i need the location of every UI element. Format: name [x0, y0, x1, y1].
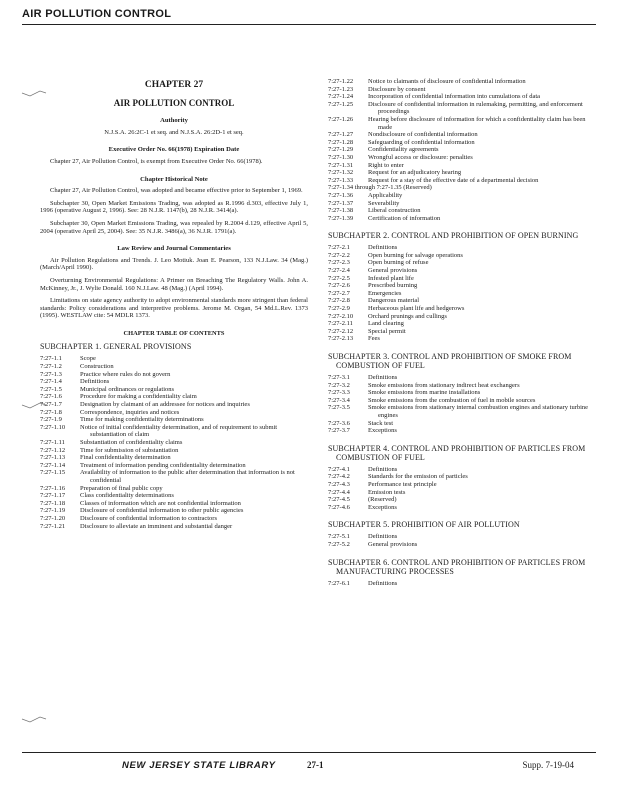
- toc-entry: [328, 282, 590, 290]
- toc-section-number: 7:27-1.16: [40, 484, 66, 492]
- toc-section-title: General provisions: [368, 540, 418, 548]
- toc-section-number: 7:27-1.21: [40, 522, 66, 530]
- toc-entry: [328, 382, 590, 390]
- toc-entry: [328, 404, 590, 419]
- toc-section-number: 7:27-2.10: [328, 312, 354, 320]
- toc-section-title: Designation by claimant of an addressee for notices and inquiries: [80, 401, 250, 409]
- toc-entry: [328, 496, 590, 504]
- toc-section-number: 7:27-1.14: [40, 461, 66, 469]
- toc-entry: [328, 116, 590, 131]
- toc-entry: [40, 386, 308, 394]
- toc-entry: [328, 78, 590, 86]
- toc-section-title: Preparation of final public copy: [80, 484, 163, 492]
- toc-entry: [40, 416, 308, 424]
- toc-entry: [328, 580, 590, 588]
- toc-section-title: Herbaceous plant life and hedgerows: [368, 305, 465, 313]
- toc-section-number: 7:27-3.2: [328, 381, 350, 389]
- subchapter-1-list: [40, 355, 308, 530]
- subchapter-6-title: SUBCHAPTER 6. CONTROL AND PROHIBITION OF PARTICLES FROM MANUFACTURING PROCESSES: [328, 557, 586, 576]
- toc-section-number: 7:27-1.12: [40, 446, 66, 454]
- toc-entry: [328, 275, 590, 283]
- toc-section-number: 7:27-1.32: [328, 169, 354, 177]
- subchapter-1-list-continued: [328, 78, 590, 184]
- toc-section-title: Correspondence, inquiries and notices: [80, 408, 180, 416]
- toc-section-title: Final confidentiality determination: [80, 454, 171, 462]
- toc-entry: [328, 207, 590, 215]
- toc-section-number: 7:27-2.1: [328, 244, 350, 252]
- toc-section-number: 7:27-2.5: [328, 274, 350, 282]
- supplement-date: Supp. 7-19-04: [522, 760, 574, 770]
- toc-section-title: Standards for the emission of particles: [368, 473, 468, 481]
- toc-section-title: Treatment of information pending confidentiality determination: [80, 461, 246, 469]
- toc-entry: [328, 162, 590, 170]
- left-column: [40, 80, 308, 530]
- toc-entry: [328, 504, 590, 512]
- toc-section-title: Scope: [80, 355, 96, 363]
- toc-section-title: (Reserved): [368, 496, 397, 504]
- toc-entry: [328, 466, 590, 474]
- toc-section-number: 7:27-1.4: [40, 378, 62, 386]
- toc-section-title: Availability of information to the public after determination that information is not confidential: [80, 469, 295, 484]
- toc-entry: [328, 489, 590, 497]
- toc-section-number: 7:27-1.10: [40, 423, 66, 431]
- toc-section-title: Severability: [368, 199, 400, 207]
- law-review-entry: Overturning Environmental Regulations: A Primer on Breaching The Regulatory Walls. John A. McKinney, Jr., J. Wylie Donald. 160 N.J.Law. 48 (Mag.) (April 1994).: [40, 276, 308, 292]
- toc-section-title: Fees: [368, 335, 380, 343]
- law-review-entry: Limitations on state agency authority to adopt environmental standards more stringent than federal standards: Policy considerations and interpretive problems. Jerome M. Organ, 54 Md.L.Rev. 1373 (1995). WESTLAW cite: 54 MDLR 1373.: [40, 297, 308, 320]
- chapter-number: CHAPTER 27: [144, 80, 204, 90]
- toc-entry: [328, 305, 590, 313]
- toc-section-number: 7:27-1.11: [40, 439, 65, 446]
- toc-section-number: 7:27-2.7: [328, 289, 350, 297]
- toc-section-title: Substantiation of confidentiality claims: [80, 439, 183, 446]
- toc-section-number: 7:27-4.2: [328, 473, 350, 481]
- history-note: Subchapter 30, Open Market Emissions Trading, was repealed by R.2004 d.129, effective April 5, 2004 (operative April 25, 2004). See: 35 N.J.R. 3486(a), 36 N.J.R. 1791(a).: [40, 219, 308, 235]
- toc-entry: [328, 397, 590, 405]
- toc-section-title: Disclosure by consent: [368, 85, 426, 93]
- toc-section-title: Smoke emissions from marine installations: [368, 389, 481, 397]
- toc-entry: [328, 481, 590, 489]
- page-footer: [22, 760, 596, 774]
- chapter-title: AIR POLLUTION CONTROL: [113, 97, 235, 108]
- toc-entry: [328, 192, 590, 200]
- toc-section-number: 7:27-1.24: [328, 93, 354, 101]
- toc-section-number: 7:27-1.8: [40, 408, 62, 416]
- toc-entry: [328, 169, 590, 177]
- toc-heading: CHAPTER TABLE OF CONTENTS: [123, 329, 225, 337]
- toc-section-title: Construction: [80, 363, 114, 371]
- toc-section-number: 7:27-2.12: [328, 327, 354, 335]
- toc-section-number: 7:27-4.3: [328, 480, 350, 488]
- toc-entry: [328, 139, 590, 147]
- toc-section-title: Emission tests: [368, 488, 406, 496]
- toc-section-number: 7:27-2.4: [328, 267, 350, 275]
- toc-section-number: 7:27-1.5: [40, 385, 62, 393]
- toc-section-number: 7:27-1.13: [40, 454, 66, 462]
- toc-section-title: Definitions: [368, 465, 398, 473]
- toc-entry: [328, 101, 590, 116]
- toc-section-number: 7:27-6.1: [328, 579, 350, 587]
- toc-section-number: 7:27-1.27: [328, 131, 354, 139]
- toc-entry: [40, 371, 308, 379]
- toc-section-title: Right to enter: [368, 161, 404, 169]
- toc-entry: [328, 146, 590, 154]
- authority-heading: Authority: [160, 117, 188, 125]
- toc-entry: [328, 177, 590, 185]
- toc-entry: [40, 462, 308, 470]
- toc-entry: [40, 378, 308, 386]
- toc-section-number: 7:27-1.23: [328, 85, 354, 93]
- toc-section-title: Disclosure of confidential information to other public agencies: [80, 507, 244, 515]
- library-stamp: NEW JERSEY STATE LIBRARY: [122, 760, 276, 771]
- toc-entry: [40, 393, 308, 401]
- toc-entry: [328, 473, 590, 481]
- toc-section-title: Stack test: [368, 419, 394, 427]
- law-review-heading: Law Review and Journal Commentaries: [117, 245, 231, 253]
- toc-entry: [40, 401, 308, 409]
- toc-section-number: 7:27-1.38: [328, 207, 354, 215]
- toc-section-title: Request for a stay of the effective date of a departmental decision: [368, 176, 539, 184]
- history-note: Subchapter 30, Open Market Emissions Trading, was adopted as R.1996 d.303, effective July 1, 1996 (operative August 2, 1996). See: 28 N.J.R. 1147(b), 28 N.J.R. 3414(a).: [40, 199, 308, 215]
- toc-section-title: Time for submission of substantiation: [80, 446, 179, 454]
- eo-text: Chapter 27, Air Pollution Control, is exempt from Executive Order No. 66(1978).: [50, 157, 263, 165]
- toc-section-title: Hearing before disclosure of information for which a confidentiality claim has been made: [368, 115, 586, 131]
- toc-section-number: 7:27-4.6: [328, 503, 350, 511]
- authority-text: N.J.S.A. 26:2C-1 et seq. and N.J.S.A. 26:2D-1 et seq.: [104, 128, 244, 136]
- toc-section-number: 7:27-1.25: [328, 100, 354, 108]
- toc-entry: [328, 290, 590, 298]
- page-number: 27-1: [307, 760, 324, 770]
- toc-entry: [328, 93, 590, 101]
- footer-rule: [22, 752, 596, 753]
- toc-entry: [40, 500, 308, 508]
- toc-entry: [328, 533, 590, 541]
- toc-section-number: 7:27-1.22: [328, 78, 354, 85]
- toc-section-number: 7:27-1.37: [328, 199, 354, 207]
- toc-entry: [328, 328, 590, 336]
- toc-section-number: 7:27-1.2: [40, 363, 62, 371]
- toc-section-title: Request for an adjudicatory hearing: [368, 169, 462, 177]
- toc-entry: [328, 335, 590, 343]
- toc-section-number: 7:27-3.3: [328, 389, 350, 397]
- toc-section-number: 7:27-4.1: [328, 465, 350, 473]
- toc-section-number: 7:27-4.5: [328, 496, 350, 504]
- toc-section-number: 7:27-1.6: [40, 393, 62, 401]
- toc-entry: [328, 427, 590, 435]
- toc-entry: [328, 374, 590, 382]
- toc-section-title: Wrongful access or disclosure: penalties: [368, 153, 473, 161]
- toc-section-number: 7:27-1.7: [40, 401, 62, 409]
- toc-entry: [40, 363, 308, 371]
- right-column: [328, 78, 590, 587]
- toc-section-number: 7:27-5.1: [328, 533, 350, 541]
- subchapter-6-list: [328, 580, 590, 588]
- toc-section-title: Land clearing: [368, 320, 404, 328]
- toc-section-title: Confidentiality agreements: [368, 146, 439, 154]
- toc-entry: [40, 447, 308, 455]
- toc-section-title: Orchard prunings and cullings: [368, 312, 447, 320]
- toc-section-number: 7:27-2.6: [328, 282, 350, 290]
- toc-section-number: 7:27-2.2: [328, 251, 350, 259]
- subchapter-3-list: [328, 374, 590, 435]
- toc-section-number: 7:27-1.36: [328, 191, 354, 199]
- toc-entry: [328, 420, 590, 428]
- toc-section-title: Exceptions: [368, 503, 397, 511]
- toc-section-number: 7:27-3.7: [328, 427, 350, 435]
- toc-section-number: 7:27-2.11: [328, 320, 353, 328]
- toc-section-number: 7:27-3.5: [328, 404, 350, 412]
- toc-entry: [328, 297, 590, 305]
- toc-entry: [328, 86, 590, 94]
- toc-section-title: Infested plant life: [368, 274, 414, 282]
- toc-section-number: 7:27-1.19: [40, 507, 66, 515]
- toc-section-title: Applicability: [368, 191, 403, 199]
- toc-section-title: Definitions: [368, 244, 398, 252]
- toc-section-title: Definitions: [368, 533, 398, 541]
- toc-entry: [40, 424, 308, 439]
- toc-section-number: 7:27-2.9: [328, 305, 350, 313]
- toc-section-number: 7:27-1.28: [328, 138, 354, 146]
- toc-section-number: 7:27-2.8: [328, 297, 350, 305]
- toc-section-number: 7:27-4.4: [328, 488, 350, 496]
- subchapter-1-list-end: [328, 192, 590, 222]
- toc-section-number: 7:27-3.1: [328, 374, 350, 381]
- toc-section-title: Municipal ordinances or regulations: [80, 385, 175, 393]
- toc-entry: [328, 131, 590, 139]
- toc-section-title: Smoke emissions from the combustion of fuel in mobile sources: [368, 396, 536, 404]
- toc-section-title: Class confidentiality determinations: [80, 492, 174, 500]
- toc-section-number: 7:27-1.15: [40, 469, 66, 477]
- running-header: AIR POLLUTION CONTROL: [22, 8, 172, 20]
- toc-section-title: Performance test principle: [368, 480, 437, 488]
- eo-heading: Executive Order No. 66(1978) Expiration Date: [108, 146, 240, 154]
- toc-section-title: Emergencies: [368, 289, 402, 297]
- toc-entry: [40, 469, 308, 484]
- toc-section-title: Dangerous material: [368, 297, 420, 305]
- toc-section-number: 7:27-1.3: [40, 370, 62, 378]
- toc-section-title: Classes of information which are not confidential information: [80, 499, 241, 507]
- header-rule: [22, 24, 596, 25]
- margin-mark: [20, 714, 48, 724]
- toc-section-number: 7:27-1.20: [40, 514, 66, 522]
- toc-section-number: 7:27-3.6: [328, 419, 350, 427]
- toc-section-title: Exceptions: [368, 427, 397, 435]
- toc-section-number: 7:27-1.29: [328, 146, 354, 154]
- toc-entry-reserved: 7:27-1.34 through 7:27-1.35 (Reserved): [328, 184, 432, 192]
- toc-entry: [328, 244, 590, 252]
- toc-section-number: 7:27-1.18: [40, 499, 66, 507]
- toc-section-number: 7:27-1.9: [40, 416, 62, 424]
- toc-entry: [328, 215, 590, 223]
- toc-entry: [328, 154, 590, 162]
- toc-section-title: Time for making confidentiality determinations: [80, 416, 204, 424]
- toc-section-title: Practice where rules do not govern: [80, 370, 171, 378]
- toc-entry: [40, 515, 308, 523]
- toc-section-number: 7:27-2.13: [328, 335, 354, 343]
- toc-section-number: 7:27-1.30: [328, 153, 354, 161]
- subchapter-2-title: SUBCHAPTER 2. CONTROL AND PROHIBITION OF OPEN BURNING: [328, 231, 579, 241]
- toc-entry: [328, 541, 590, 549]
- toc-entry: [40, 523, 308, 531]
- toc-section-title: Certification of information: [368, 214, 441, 222]
- toc-entry: [40, 439, 308, 447]
- toc-section-number: 7:27-3.4: [328, 396, 350, 404]
- toc-section-title: Nondisclosure of confidential information: [368, 131, 478, 139]
- toc-entry: [328, 320, 590, 328]
- toc-entry: [40, 507, 308, 515]
- toc-entry: [328, 267, 590, 275]
- toc-section-number: 7:27-1.39: [328, 214, 354, 222]
- subchapter-4-list: [328, 466, 590, 512]
- toc-section-title: Procedure for making a confidentiality claim: [80, 393, 197, 401]
- law-review-entry: Air Pollution Regulations and Trends. J. Leo Motiuk. Joan E. Pearson, 133 N.J.Law. 34 (Mag.) (March/April 1990).: [40, 256, 308, 272]
- toc-entry: [328, 200, 590, 208]
- toc-section-title: Incorporation of confidential information into cumulations of data: [368, 93, 541, 101]
- toc-section-title: Definitions: [368, 579, 398, 587]
- toc-entry: [40, 409, 308, 417]
- toc-entry: [40, 492, 308, 500]
- subchapter-3-title: SUBCHAPTER 3. CONTROL AND PROHIBITION OF SMOKE FROM COMBUSTION OF FUEL: [328, 352, 572, 370]
- toc-section-number: 7:27-2.3: [328, 259, 350, 267]
- toc-section-title: Open burning for salvage operations: [368, 251, 463, 259]
- toc-section-title: Definitions: [368, 374, 398, 381]
- toc-section-title: Notice of initial confidentiality determination, and of requirement to submit substantiation of claim: [80, 423, 278, 439]
- toc-entry: [40, 355, 308, 363]
- toc-section-title: Special permit: [368, 327, 406, 335]
- toc-section-title: Safeguarding of confidential information: [368, 138, 475, 146]
- toc-entry: [328, 313, 590, 321]
- toc-entry: [328, 389, 590, 397]
- toc-section-title: Open burning of refuse: [368, 259, 429, 267]
- toc-section-title: Liberal construction: [368, 207, 421, 215]
- subchapter-1-title: SUBCHAPTER 1. GENERAL PROVISIONS: [40, 342, 192, 352]
- toc-entry: [328, 184, 590, 192]
- subchapter-4-title: SUBCHAPTER 4. CONTROL AND PROHIBITION OF PARTICLES FROM COMBUSTION OF FUEL: [328, 443, 586, 462]
- toc-section-number: 7:27-1.1: [40, 355, 62, 363]
- toc-section-number: 7:27-5.2: [328, 540, 350, 548]
- toc-entry: [40, 454, 308, 462]
- toc-section-title: Smoke emissions from stationary internal combustion engines and stationary turbine engines: [368, 404, 589, 419]
- toc-section-title: General provisions: [368, 267, 418, 275]
- history-heading: Chapter Historical Note: [140, 175, 208, 183]
- toc-section-title: Disclosure of confidential information in rulemaking, permitting, and enforcement proceedings: [368, 100, 583, 116]
- subchapter-5-list: [328, 533, 590, 548]
- toc-section-title: Disclosure to alleviate an imminent and substantial danger: [80, 522, 233, 530]
- toc-section-number: 7:27-1.17: [40, 492, 66, 500]
- toc-section-number: 7:27-1.31: [328, 161, 354, 169]
- toc-section-title: Definitions: [80, 378, 110, 386]
- toc-entry: [40, 485, 308, 493]
- toc-section-number: 7:27-1.33: [328, 176, 354, 184]
- toc-section-title: Smoke emissions from stationary indirect heat exchangers: [368, 381, 520, 389]
- subchapter-2-list: [328, 244, 590, 343]
- toc-section-title: Notice to claimants of disclosure of confidential information: [368, 78, 526, 85]
- toc-section-title: Prescribed burning: [368, 282, 418, 290]
- toc-entry: [328, 252, 590, 260]
- subchapter-5-title: SUBCHAPTER 5. PROHIBITION OF AIR POLLUTION: [328, 520, 520, 530]
- history-note: Chapter 27, Air Pollution Control, was adopted and became effective prior to September 1, 1969.: [50, 187, 303, 195]
- toc-entry: [328, 259, 590, 267]
- toc-section-number: 7:27-1.26: [328, 115, 354, 123]
- toc-section-title: Disclosure of confidential information to contractors: [80, 514, 218, 522]
